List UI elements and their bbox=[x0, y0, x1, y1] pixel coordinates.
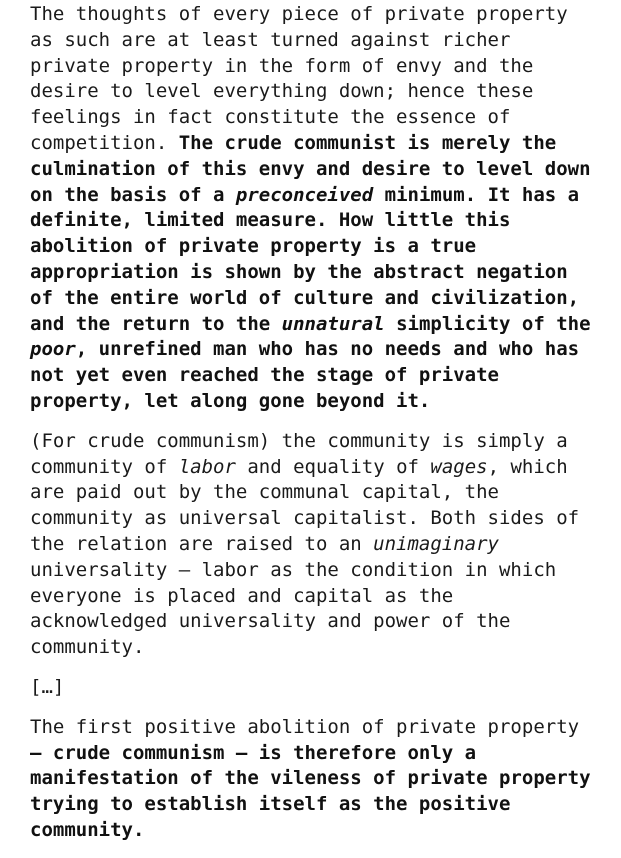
text-run: private property in the form of envy and the bbox=[30, 54, 534, 77]
text-line bbox=[30, 455, 615, 481]
text-run: universality — labor as the condition in which bbox=[30, 558, 557, 581]
bold-text: property, let along gone beyond it. bbox=[30, 389, 431, 412]
text-line bbox=[30, 609, 615, 635]
text-run: the relation are raised to an bbox=[30, 532, 374, 555]
text-line bbox=[30, 558, 615, 584]
italic-text: labor bbox=[178, 455, 236, 478]
text-line bbox=[30, 234, 615, 260]
bold-text: The crude communist is merely the bbox=[178, 131, 557, 154]
bold-text: , unrefined man who has no needs and who has bbox=[75, 338, 580, 361]
paragraph bbox=[30, 675, 615, 701]
text-run: desire to level everything down; hence these bbox=[30, 80, 534, 103]
bold-text: simplicity of the bbox=[384, 312, 591, 335]
bold-text: of the entire world of culture and civilization, bbox=[30, 286, 580, 309]
paragraph bbox=[30, 2, 615, 415]
bold-italic-text: poor bbox=[30, 338, 76, 361]
text-line bbox=[30, 792, 615, 818]
text-line bbox=[30, 818, 615, 844]
text-run: as such are at least turned against richer bbox=[30, 28, 511, 51]
text-run: community of bbox=[30, 455, 179, 478]
text-line bbox=[30, 28, 615, 54]
text-line bbox=[30, 54, 615, 80]
text-run: […] bbox=[30, 675, 65, 698]
text-line bbox=[30, 131, 615, 157]
text-line bbox=[30, 260, 615, 286]
text-line bbox=[30, 480, 615, 506]
text-run: The first positive abolition of private property bbox=[30, 715, 580, 738]
text-line bbox=[30, 715, 615, 741]
bold-text: on the basis of a bbox=[30, 183, 236, 206]
paragraph bbox=[30, 429, 615, 661]
bold-text: not yet even reached the stage of private bbox=[30, 364, 499, 387]
document-body bbox=[30, 2, 615, 858]
bold-text: and the return to the bbox=[30, 312, 282, 335]
text-line bbox=[30, 506, 615, 532]
text-line bbox=[30, 635, 615, 661]
text-run: competition. bbox=[30, 131, 179, 154]
text-line bbox=[30, 157, 615, 183]
bold-text: definite, limited measure. How little this bbox=[30, 209, 511, 232]
bold-text: manifestation of the vileness of private property bbox=[30, 767, 591, 790]
bold-text: community. bbox=[30, 818, 145, 841]
italic-text: unimaginary bbox=[373, 532, 500, 555]
text-run: community. bbox=[30, 636, 145, 659]
text-line bbox=[30, 183, 615, 209]
text-run: acknowledged universality and power of the bbox=[30, 610, 511, 633]
text-line bbox=[30, 429, 615, 455]
text-run: feelings in fact constitute the essence of bbox=[30, 106, 511, 129]
text-run: everyone is placed and capital as the bbox=[30, 584, 454, 607]
bold-text: appropriation is shown by the abstract negation bbox=[30, 260, 568, 283]
text-run: are paid out by the communal capital, the bbox=[30, 481, 499, 504]
italic-text: wages bbox=[430, 455, 488, 478]
text-line bbox=[30, 741, 615, 767]
text-line bbox=[30, 286, 615, 312]
text-line bbox=[30, 363, 615, 389]
text-line bbox=[30, 208, 615, 234]
text-run: , which bbox=[487, 455, 568, 478]
bold-text: trying to establish itself as the positive bbox=[30, 793, 511, 816]
text-line bbox=[30, 105, 615, 131]
bold-italic-text: unnatural bbox=[281, 312, 385, 335]
text-run: (For crude communism) the community is simply a bbox=[30, 429, 568, 452]
text-line bbox=[30, 337, 615, 363]
text-line bbox=[30, 2, 615, 28]
text-line bbox=[30, 584, 615, 610]
text-run: community as universal capitalist. Both sides of bbox=[30, 507, 580, 530]
text-line bbox=[30, 766, 615, 792]
bold-text: abolition of private property is a true bbox=[30, 235, 477, 258]
bold-text: — crude communism — is therefore only a bbox=[30, 741, 477, 764]
bold-text: minimum. It has a bbox=[373, 183, 580, 206]
text-run: and equality of bbox=[235, 455, 431, 478]
text-line bbox=[30, 389, 615, 415]
paragraph bbox=[30, 715, 615, 844]
text-line bbox=[30, 79, 615, 105]
text-line bbox=[30, 312, 615, 338]
bold-italic-text: preconceived bbox=[235, 183, 374, 206]
text-line bbox=[30, 675, 615, 701]
text-line bbox=[30, 532, 615, 558]
bold-text: culmination of this envy and desire to level down bbox=[30, 157, 591, 180]
text-run: The thoughts of every piece of private property bbox=[30, 3, 568, 25]
